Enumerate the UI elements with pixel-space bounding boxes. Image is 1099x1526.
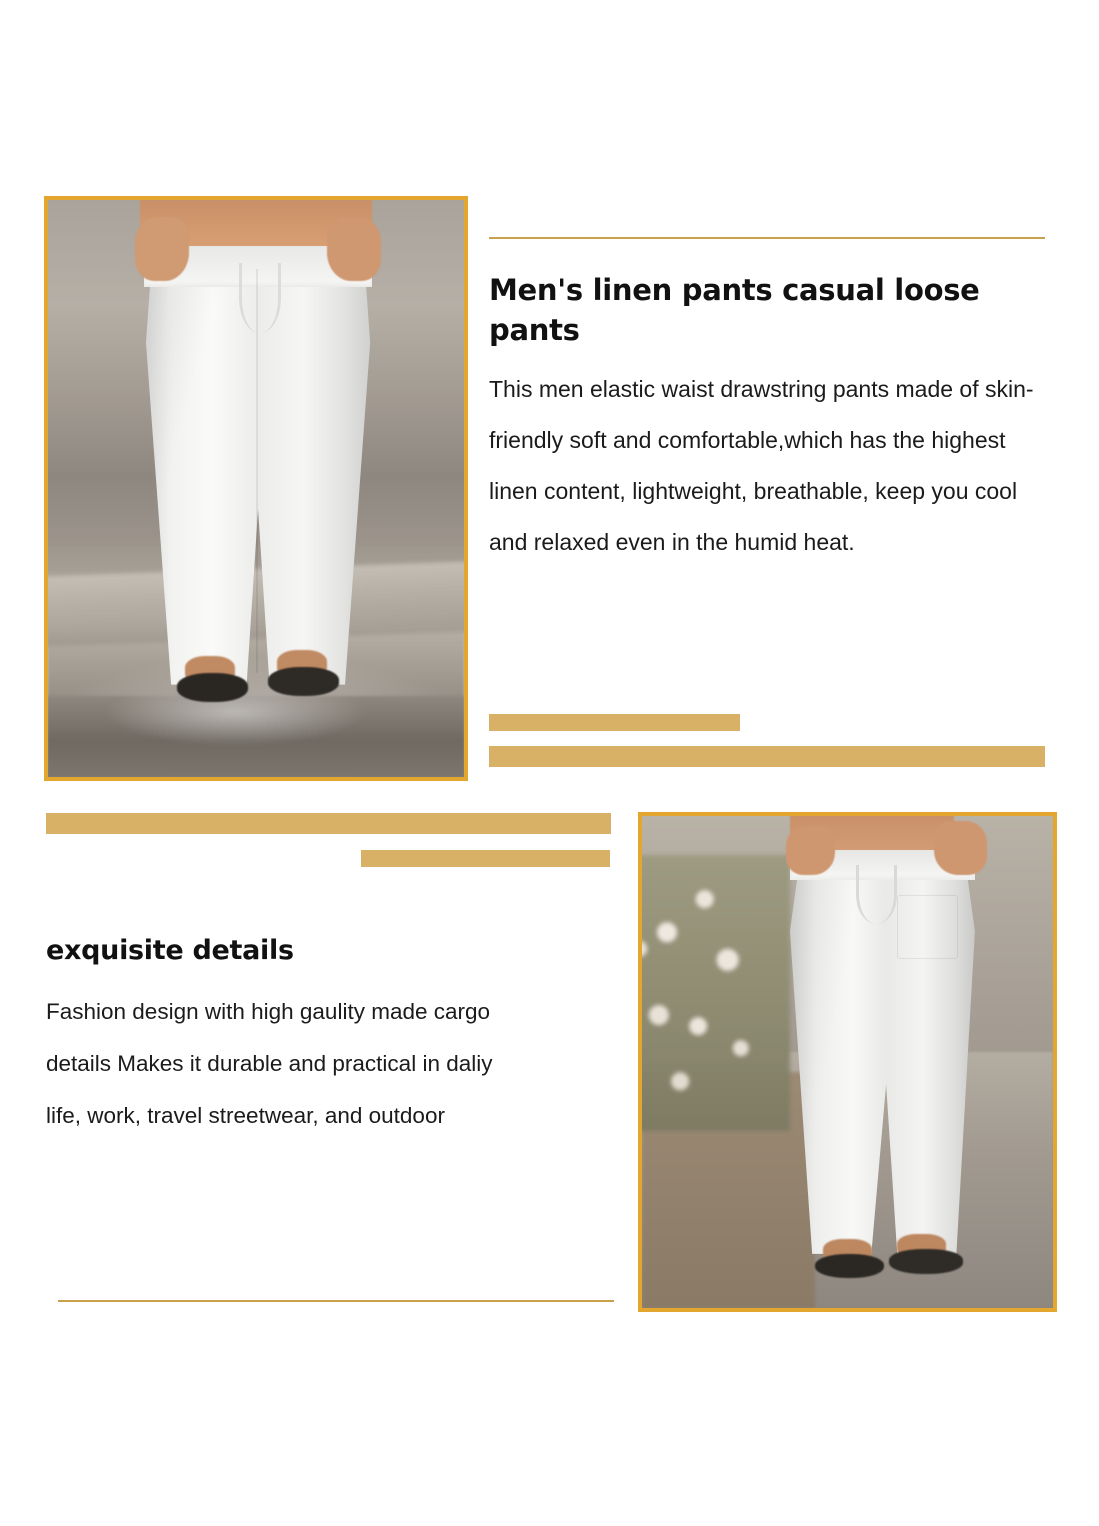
cargo-pocket xyxy=(897,895,959,959)
details-title: exquisite details xyxy=(46,935,294,966)
drawstring xyxy=(239,263,281,332)
photo2-flowering-bush xyxy=(642,855,790,1131)
decorative-bar-2 xyxy=(489,746,1045,767)
model2-hand-right xyxy=(934,821,987,875)
model2-hand-left xyxy=(786,826,835,875)
model-hand-right xyxy=(327,217,381,280)
drawstring-detail xyxy=(856,865,897,924)
model-hand-left xyxy=(135,217,189,280)
sandal2-left xyxy=(815,1254,885,1279)
details-text-block xyxy=(46,932,516,1142)
details-description: Fashion design with high gaulity made cargo details Makes it durable and practical in daliy life, work, travel streetwear, and outdoor xyxy=(46,999,493,1128)
product-image-secondary xyxy=(638,812,1057,1312)
decorative-bar-3 xyxy=(46,813,611,834)
product-title: Men's linen pants casual loose pants xyxy=(489,273,980,347)
pants-center-seam xyxy=(256,269,258,673)
product-image-secondary-content xyxy=(642,816,1053,1308)
product-image-primary-content xyxy=(48,200,464,777)
decorative-bar-1 xyxy=(489,714,740,731)
decorative-bar-4 xyxy=(361,850,610,867)
product-intro-text-block xyxy=(489,270,1049,568)
sandal-left xyxy=(177,673,248,702)
product-image-primary xyxy=(44,196,468,781)
divider-bottom xyxy=(58,1300,614,1302)
photo-wet-pavement xyxy=(48,696,464,777)
sandal-right xyxy=(268,667,339,696)
product-description: This men elastic waist drawstring pants made of skin-friendly soft and comfortable,which has the highest linen content, lightweight, breathable, keep you cool and relaxed even in the humid heat. xyxy=(489,376,1034,555)
divider-top xyxy=(489,237,1045,239)
sandal2-right xyxy=(889,1249,963,1274)
